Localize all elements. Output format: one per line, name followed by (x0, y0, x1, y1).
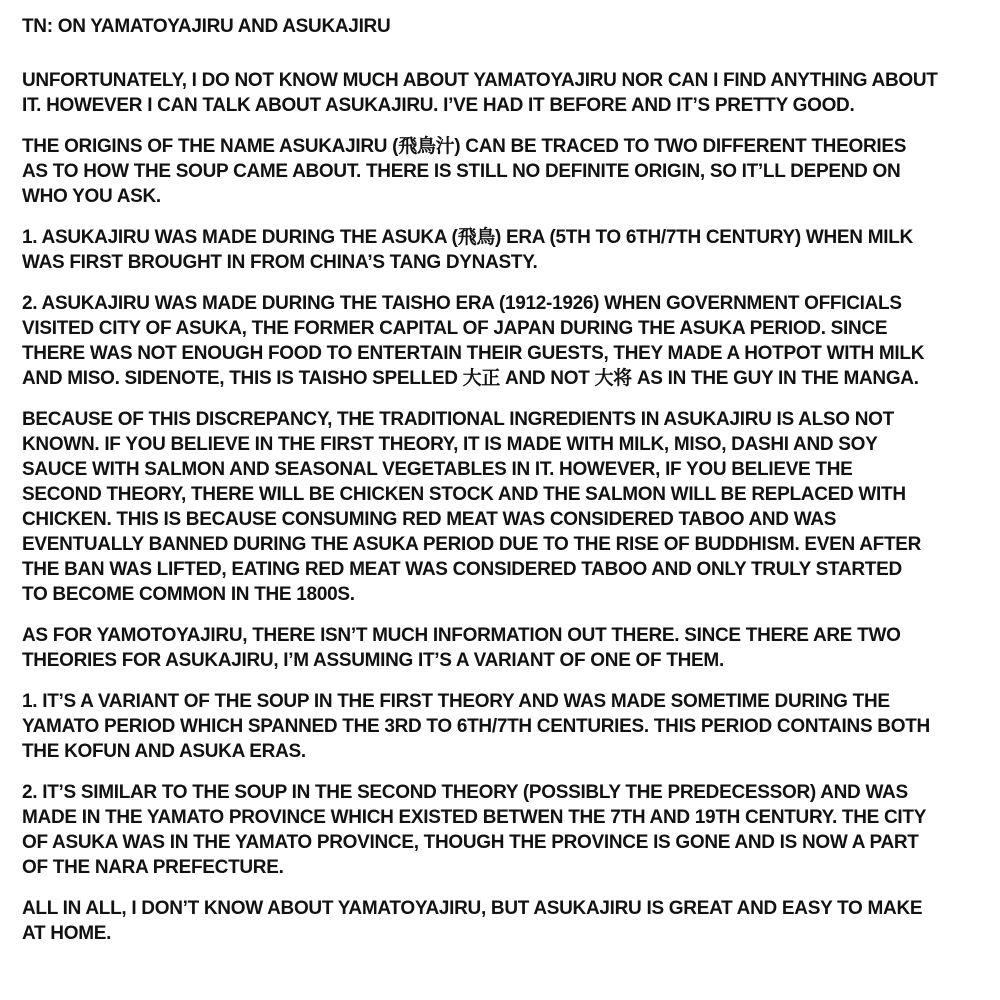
text-line: ALL IN ALL, I DON’T KNOW ABOUT YAMATOYAJIRU, BUT ASUKAJIRU IS GREAT AND EASY TO MAKE (22, 898, 923, 919)
text-line: KNOWN. IF YOU BELIEVE IN THE FIRST THEORY, IT IS MADE WITH MILK, MISO, DASHI AND SOY (22, 434, 878, 455)
paragraph (22, 291, 978, 391)
paragraph (22, 780, 978, 880)
text-line: THE ORIGINS OF THE NAME ASUKAJIRU (飛鳥汁) CAN BE TRACED TO TWO DIFFERENT THEORIES (22, 136, 907, 157)
paragraph (22, 225, 978, 275)
text-line: THE KOFUN AND ASUKA ERAS. (22, 741, 306, 762)
text-line: 1. ASUKAJIRU WAS MADE DURING THE ASUKA (飛鳥) ERA (5TH TO 6TH/7TH CENTURY) WHEN MILK (22, 227, 913, 248)
text-line: SECOND THEORY, THERE WILL BE CHICKEN STOCK AND THE SALMON WILL BE REPLACED WITH (22, 484, 906, 505)
text-line: SAUCE WITH SALMON AND SEASONAL VEGETABLES IN IT. HOWEVER, IF YOU BELIEVE THE (22, 459, 853, 480)
text-line: YAMATO PERIOD WHICH SPANNED THE 3RD TO 6TH/7TH CENTURIES. THIS PERIOD CONTAINS BOTH (22, 716, 930, 737)
text-line: TO BECOME COMMON IN THE 1800S. (22, 584, 355, 605)
text-line: THEORIES FOR ASUKAJIRU, I’M ASSUMING IT’S A VARIANT OF ONE OF THEM. (22, 650, 724, 671)
text-line: MADE IN THE YAMATO PROVINCE WHICH EXISTED BETWEN THE 7TH AND 19TH CENTURY. THE CITY (22, 807, 927, 828)
paragraph (22, 407, 978, 607)
text-line: CHICKEN. THIS IS BECAUSE CONSUMING RED MEAT WAS CONSIDERED TABOO AND WAS (22, 509, 837, 530)
text-line: VISITED CITY OF ASUKA, THE FORMER CAPITAL OF JAPAN DURING THE ASUKA PERIOD. SINCE (22, 318, 888, 339)
text-line: 2. IT’S SIMILAR TO THE SOUP IN THE SECOND THEORY (POSSIBLY THE PREDECESSOR) AND WAS (22, 782, 908, 803)
paragraph (22, 689, 978, 764)
text-line: THE BAN WAS LIFTED, EATING RED MEAT WAS CONSIDERED TABOO AND ONLY TRULY STARTED (22, 559, 902, 580)
page-title: TN: ON YAMATOYAJIRU AND ASUKAJIRU (22, 16, 391, 37)
text-line: THERE WAS NOT ENOUGH FOOD TO ENTERTAIN THEIR GUESTS, THEY MADE A HOTPOT WITH MILK (22, 343, 925, 364)
text-line: AND MISO. SIDENOTE, THIS IS TAISHO SPELLED 大正 AND NOT 大将 AS IN THE GUY IN THE MANGA. (22, 368, 919, 389)
paragraph (22, 623, 978, 673)
note-body (22, 68, 978, 946)
text-line: WHO YOU ASK. (22, 186, 161, 207)
text-line: 1. IT’S A VARIANT OF THE SOUP IN THE FIRST THEORY AND WAS MADE SOMETIME DURING THE (22, 691, 890, 712)
text-line: EVENTUALLY BANNED DURING THE ASUKA PERIOD DUE TO THE RISE OF BUDDHISM. EVEN AFTER (22, 534, 922, 555)
text-line: IT. HOWEVER I CAN TALK ABOUT ASUKAJIRU. I’VE HAD IT BEFORE AND IT’S PRETTY GOOD. (22, 95, 855, 116)
text-line: UNFORTUNATELY, I DO NOT KNOW MUCH ABOUT YAMATOYAJIRU NOR CAN I FIND ANYTHING ABOUT (22, 70, 938, 91)
text-line: BECAUSE OF THIS DISCREPANCY, THE TRADITIONAL INGREDIENTS IN ASUKAJIRU IS ALSO NOT (22, 409, 894, 430)
text-line: OF THE NARA PREFECTURE. (22, 857, 284, 878)
paragraph (22, 68, 978, 118)
text-line: AS FOR YAMOTOYAJIRU, THERE ISN’T MUCH INFORMATION OUT THERE. SINCE THERE ARE TWO (22, 625, 901, 646)
paragraph (22, 134, 978, 209)
text-line: WAS FIRST BROUGHT IN FROM CHINA’S TANG DYNASTY. (22, 252, 538, 273)
text-line: OF ASUKA WAS IN THE YAMATO PROVINCE, THOUGH THE PROVINCE IS GONE AND IS NOW A PART (22, 832, 919, 853)
paragraph (22, 896, 978, 946)
text-line: AT HOME. (22, 923, 112, 944)
text-line: AS TO HOW THE SOUP CAME ABOUT. THERE IS STILL NO DEFINITE ORIGIN, SO IT’LL DEPEND ON (22, 161, 901, 182)
text-line: 2. ASUKAJIRU WAS MADE DURING THE TAISHO ERA (1912-1926) WHEN GOVERNMENT OFFICIALS (22, 293, 902, 314)
